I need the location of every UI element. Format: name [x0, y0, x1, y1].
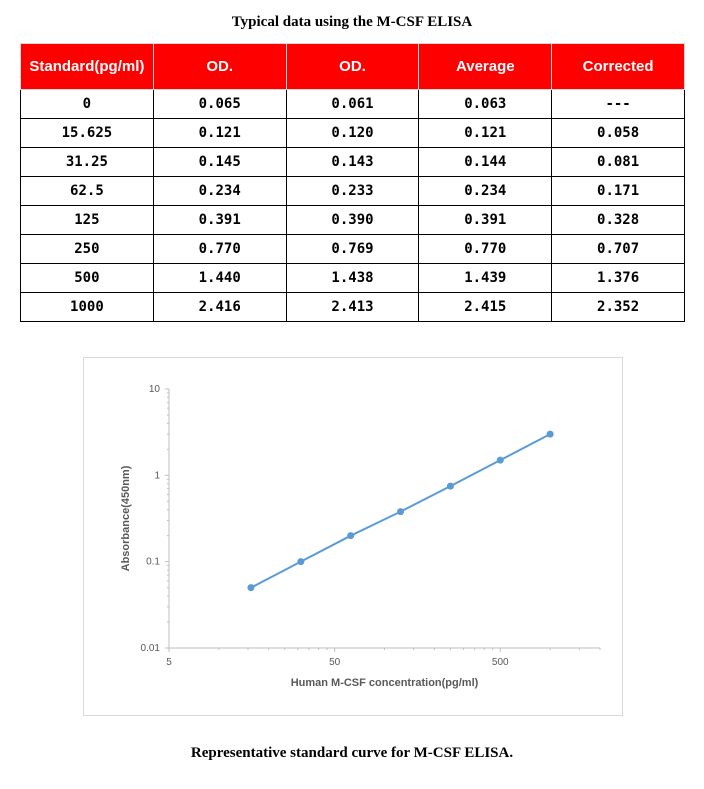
data-point	[547, 431, 554, 438]
x-tick-label: 50	[329, 657, 341, 668]
y-tick-label: 0.01	[140, 643, 160, 654]
cell-standard: 1000	[21, 293, 154, 322]
chart-svg	[84, 358, 622, 715]
table-row	[21, 235, 685, 264]
cell-od-1: 0.121	[153, 119, 286, 148]
table-row	[21, 177, 685, 206]
cell-standard: 62.5	[21, 177, 154, 206]
cell-od-1: 1.440	[153, 264, 286, 293]
cell-od-1: 0.145	[153, 148, 286, 177]
x-tick-label: 500	[491, 657, 509, 668]
cell-od-1: 2.416	[153, 293, 286, 322]
cell-od-2: 0.769	[286, 235, 419, 264]
header-standard: Standard(pg/ml)	[21, 44, 154, 90]
y-tick-label: 10	[148, 384, 160, 395]
header-corrected: Corrected	[552, 44, 685, 90]
cell-average: 0.144	[419, 148, 552, 177]
cell-standard: 15.625	[21, 119, 154, 148]
cell-average: 0.063	[419, 90, 552, 119]
cell-standard: 31.25	[21, 148, 154, 177]
cell-average: 0.770	[419, 235, 552, 264]
cell-corrected: 0.058	[552, 119, 685, 148]
table-row	[21, 293, 685, 322]
cell-average: 0.121	[419, 119, 552, 148]
cell-od-1: 0.391	[153, 206, 286, 235]
table-row	[21, 148, 685, 177]
table-row	[21, 119, 685, 148]
cell-od-1: 0.770	[153, 235, 286, 264]
y-tick-label: 0.1	[146, 556, 160, 568]
data-point	[447, 483, 454, 490]
cell-corrected: 0.171	[552, 177, 685, 206]
cell-average: 2.415	[419, 293, 552, 322]
table-header-row	[21, 44, 685, 90]
cell-od-2: 0.143	[286, 148, 419, 177]
cell-corrected: 2.352	[552, 293, 685, 322]
data-point	[297, 558, 304, 565]
cell-corrected: 1.376	[552, 264, 685, 293]
cell-standard: 125	[21, 206, 154, 235]
table-row	[21, 90, 685, 119]
cell-od-2: 0.120	[286, 119, 419, 148]
cell-od-2: 0.390	[286, 206, 419, 235]
cell-average: 0.234	[419, 177, 552, 206]
chart-caption: Representative standard curve for M-CSF ELISA.	[190, 745, 514, 761]
cell-od-1: 0.234	[153, 177, 286, 206]
cell-standard: 500	[21, 264, 154, 293]
x-tick-label: 5	[166, 657, 172, 668]
data-point	[247, 584, 254, 591]
cell-average: 0.391	[419, 206, 552, 235]
cell-od-1: 0.065	[153, 90, 286, 119]
cell-average: 1.439	[419, 264, 552, 293]
data-point	[347, 532, 354, 539]
header-average: Average	[419, 44, 552, 90]
cell-corrected: 0.707	[552, 235, 685, 264]
y-axis-title: Absorbance(450nm)	[120, 465, 132, 572]
data-table	[20, 43, 685, 322]
table-row	[21, 264, 685, 293]
header-od-1: OD.	[153, 44, 286, 90]
x-axis-title: Human M-CSF concentration(pg/ml)	[290, 677, 479, 689]
data-point	[497, 457, 504, 464]
table-title: Typical data using the M-CSF ELISA	[231, 14, 473, 30]
cell-standard: 250	[21, 235, 154, 264]
cell-od-2: 0.061	[286, 90, 419, 119]
data-point	[397, 508, 404, 515]
standard-curve-chart	[83, 357, 623, 716]
header-od-2: OD.	[286, 44, 419, 90]
cell-od-2: 0.233	[286, 177, 419, 206]
table-row	[21, 206, 685, 235]
y-tick-label: 1	[154, 470, 160, 482]
cell-corrected: 0.328	[552, 206, 685, 235]
cell-od-2: 1.438	[286, 264, 419, 293]
cell-od-2: 2.413	[286, 293, 419, 322]
cell-corrected: ---	[552, 90, 685, 119]
cell-standard: 0	[21, 90, 154, 119]
cell-corrected: 0.081	[552, 148, 685, 177]
